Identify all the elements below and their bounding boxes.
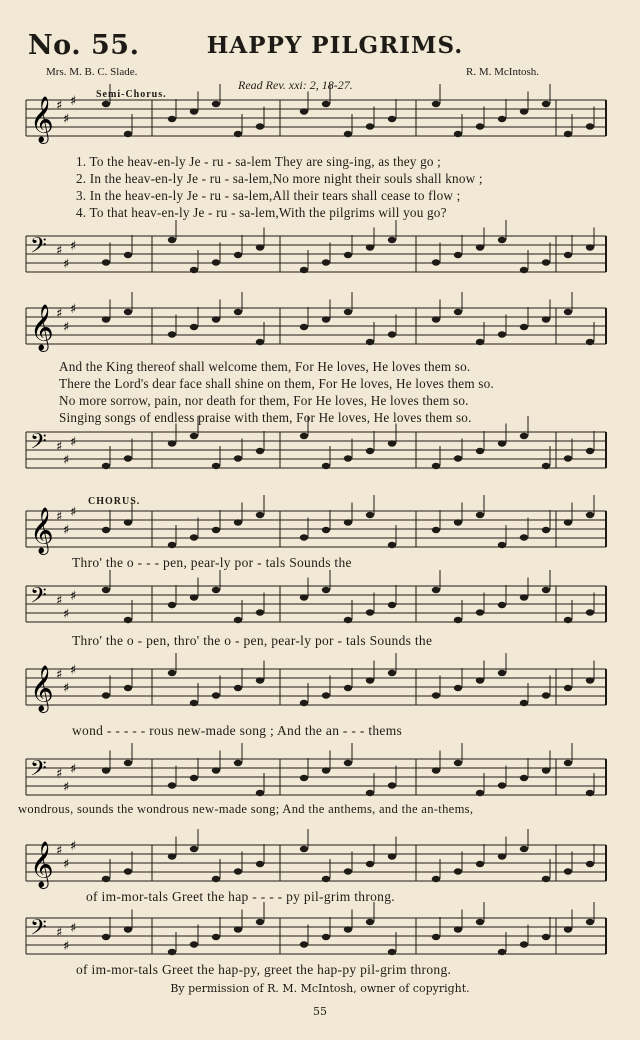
treble-staff-3 <box>26 505 606 554</box>
treble-staff-5 <box>26 839 606 888</box>
svg-text:♯: ♯ <box>63 681 70 696</box>
chorus-line-2-treble-lyric: wond - - - - - rous new-made song ; And the an - - - thems <box>72 723 403 738</box>
bass-staff-3 <box>26 584 606 628</box>
svg-text:♯: ♯ <box>63 320 70 335</box>
svg-text:♯: ♯ <box>70 302 77 317</box>
svg-text:♯: ♯ <box>56 667 63 683</box>
svg-text:♯: ♯ <box>63 939 70 954</box>
hymn-title: HAPPY PILGRIMS. <box>206 32 464 59</box>
permission-notice: By permission of R. M. McIntosh, owner of copyright. <box>170 982 470 995</box>
svg-text:♯: ♯ <box>70 589 77 604</box>
svg-text:♯: ♯ <box>56 925 63 941</box>
svg-text:𝄢: 𝄢 <box>30 915 47 946</box>
verse-2-line-1: 2. In the heav-en-ly Je - ru - sa-lem,No more night their souls shall know ; <box>76 171 483 186</box>
chorus-line-3-treble-lyric: of im-mor-tals Greet the hap - - - - py pil-grim throng. <box>86 889 395 904</box>
svg-text:♯: ♯ <box>63 523 70 538</box>
svg-text:♯: ♯ <box>70 839 77 854</box>
svg-text:♯: ♯ <box>56 843 63 859</box>
svg-text:♯: ♯ <box>56 766 63 782</box>
svg-text:𝄞: 𝄞 <box>30 665 54 712</box>
svg-text:𝄞: 𝄞 <box>30 304 54 351</box>
hymn-number: No. 55. <box>28 30 140 61</box>
svg-text:♯: ♯ <box>63 780 70 795</box>
composer-credit: R. M. McIntosh. <box>466 66 540 78</box>
svg-text:♯: ♯ <box>56 306 63 322</box>
svg-text:𝄢: 𝄢 <box>30 756 47 787</box>
svg-text:♯: ♯ <box>56 439 63 455</box>
verse-3-line-2: No more sorrow, pain, nor death for them, For He loves, He loves them so. <box>59 393 469 408</box>
svg-text:𝄞: 𝄞 <box>30 96 54 143</box>
scripture-reference: Read Rev. xxi: 2, 18-27. <box>238 78 353 92</box>
svg-text:♯: ♯ <box>63 453 70 468</box>
treble-staff-4 <box>26 663 606 712</box>
svg-text:𝄢: 𝄢 <box>30 583 47 614</box>
svg-text:♯: ♯ <box>56 243 63 259</box>
verse-4-line-2: Singing songs of endless praise with them, For He loves, He loves them so. <box>59 410 472 425</box>
chorus-line-1-bass-lyric: Thro' the o - pen, thro' the o - pen, pear-ly por - tals Sounds the <box>72 633 433 648</box>
svg-text:♯: ♯ <box>70 762 77 777</box>
svg-text:♯: ♯ <box>70 239 77 254</box>
svg-text:♯: ♯ <box>63 857 70 872</box>
bass-staff-4 <box>26 757 606 801</box>
bass-staff-5 <box>26 916 606 960</box>
svg-text:♯: ♯ <box>70 663 77 678</box>
chorus-line-2-bass-lyric: wondrous, sounds the wondrous new-made song; And the anthems, and the an-thems, <box>18 802 474 816</box>
verse-4-line-1: 4. To that heav-en-ly Je - ru - sa-lem,With the pilgrims will you go? <box>76 205 447 220</box>
svg-text:♯: ♯ <box>56 593 63 609</box>
semi-chorus-marking: Semi-Chorus. <box>96 89 167 100</box>
svg-text:𝄞: 𝄞 <box>30 507 54 554</box>
verse-1-line-2: And the King thereof shall welcome them, For He loves, He loves them so. <box>59 359 471 374</box>
svg-text:♯: ♯ <box>63 112 70 127</box>
lyricist-credit: Mrs. M. B. C. Slade. <box>46 66 138 78</box>
treble-staff-2 <box>26 302 606 351</box>
bass-staff-1 <box>26 234 606 278</box>
svg-text:♯: ♯ <box>63 607 70 622</box>
svg-text:♯: ♯ <box>70 435 77 450</box>
svg-text:♯: ♯ <box>56 509 63 525</box>
verse-3-line-1: 3. In the heav-en-ly Je - ru - sa-lem,All their tears shall cease to flow ; <box>76 188 461 203</box>
chorus-line-3-bass-lyric: of im-mor-tals Greet the hap-py, greet the hap-py pil-grim throng. <box>76 962 452 977</box>
svg-text:♯: ♯ <box>63 257 70 272</box>
chorus-marking: CHORUS. <box>88 496 141 507</box>
verse-2-line-2: There the Lord's dear face shall shine on them, For He loves, He loves them so. <box>59 376 494 391</box>
verse-1-line-1: 1. To the heav-en-ly Je - ru - sa-lem They are sing-ing, as they go ; <box>76 154 442 169</box>
svg-text:𝄢: 𝄢 <box>30 429 47 460</box>
svg-text:♯: ♯ <box>70 921 77 936</box>
svg-text:♯: ♯ <box>70 94 77 109</box>
svg-text:𝄢: 𝄢 <box>30 233 47 264</box>
svg-text:♯: ♯ <box>56 98 63 114</box>
svg-text:𝄞: 𝄞 <box>30 841 54 888</box>
chorus-line-1-treble-lyric: Thro' the o - - - pen, pear-ly por - tals Sounds the <box>72 555 352 570</box>
svg-text:♯: ♯ <box>70 505 77 520</box>
bass-staff-2 <box>26 430 606 474</box>
page-number: 55 <box>313 1005 327 1018</box>
